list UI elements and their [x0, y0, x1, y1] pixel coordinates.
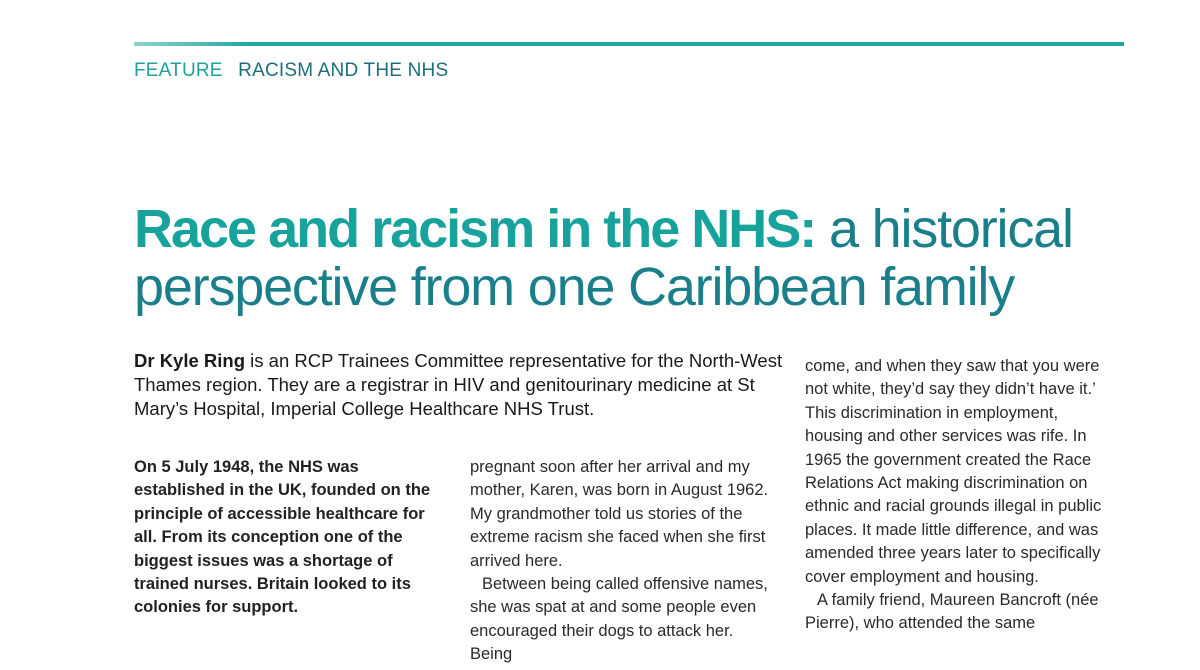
intro-paragraph: On 5 July 1948, the NHS was established in the UK, founded on the principle of accessible healthcare for all. From its conception one of the biggest issues was a shortage of trained nurses. Britain looked to its colonies for support. — [134, 458, 431, 617]
body-paragraph: come, and when they saw that you were not white, they’d say they didn’t have it.’ This discrimination in employment, housing and other services was rife. In 1965 the government created the Race Relations Act making discrimination on ethnic and racial grounds illegal in public places. It made little difference, and was amended three years later to specifically cover employment and housing. — [805, 357, 1102, 586]
body-paragraph: pregnant soon after her arrival and my mother, Karen, was born in August 1962. My grandmother told us stories of the extreme racism she faced when she first arrived here. — [470, 458, 769, 570]
section-label — [134, 60, 448, 82]
article-title — [134, 200, 1134, 316]
author-name: Dr Kyle Ring — [134, 350, 246, 371]
body-paragraph: Between being called offensive names, she was spat at and some people even encouraged their dogs to attack her. Being — [470, 575, 768, 664]
article-title-light: a historical perspective from one Caribbean family — [134, 199, 1073, 317]
body-paragraph: A family friend, Maureen Bancroft (née Pierre), who attended the same — [805, 591, 1099, 633]
section-feature-label: FEATURE — [134, 60, 223, 81]
section-topic-label: RACISM AND THE NHS — [238, 60, 449, 81]
top-rule — [134, 42, 1124, 46]
body-column-3 — [805, 355, 1115, 636]
author-bio — [134, 349, 794, 421]
author-bio-text: is an RCP Trainees Committee representative for the North-West Thames region. They are a registrar in HIV and genitourinary medicine at St Mary’s Hospital, Imperial College Healthcare NHS Trust. — [134, 350, 783, 419]
body-column-2 — [470, 456, 780, 667]
article-title-bold: Race and racism in the NHS: — [134, 199, 816, 259]
